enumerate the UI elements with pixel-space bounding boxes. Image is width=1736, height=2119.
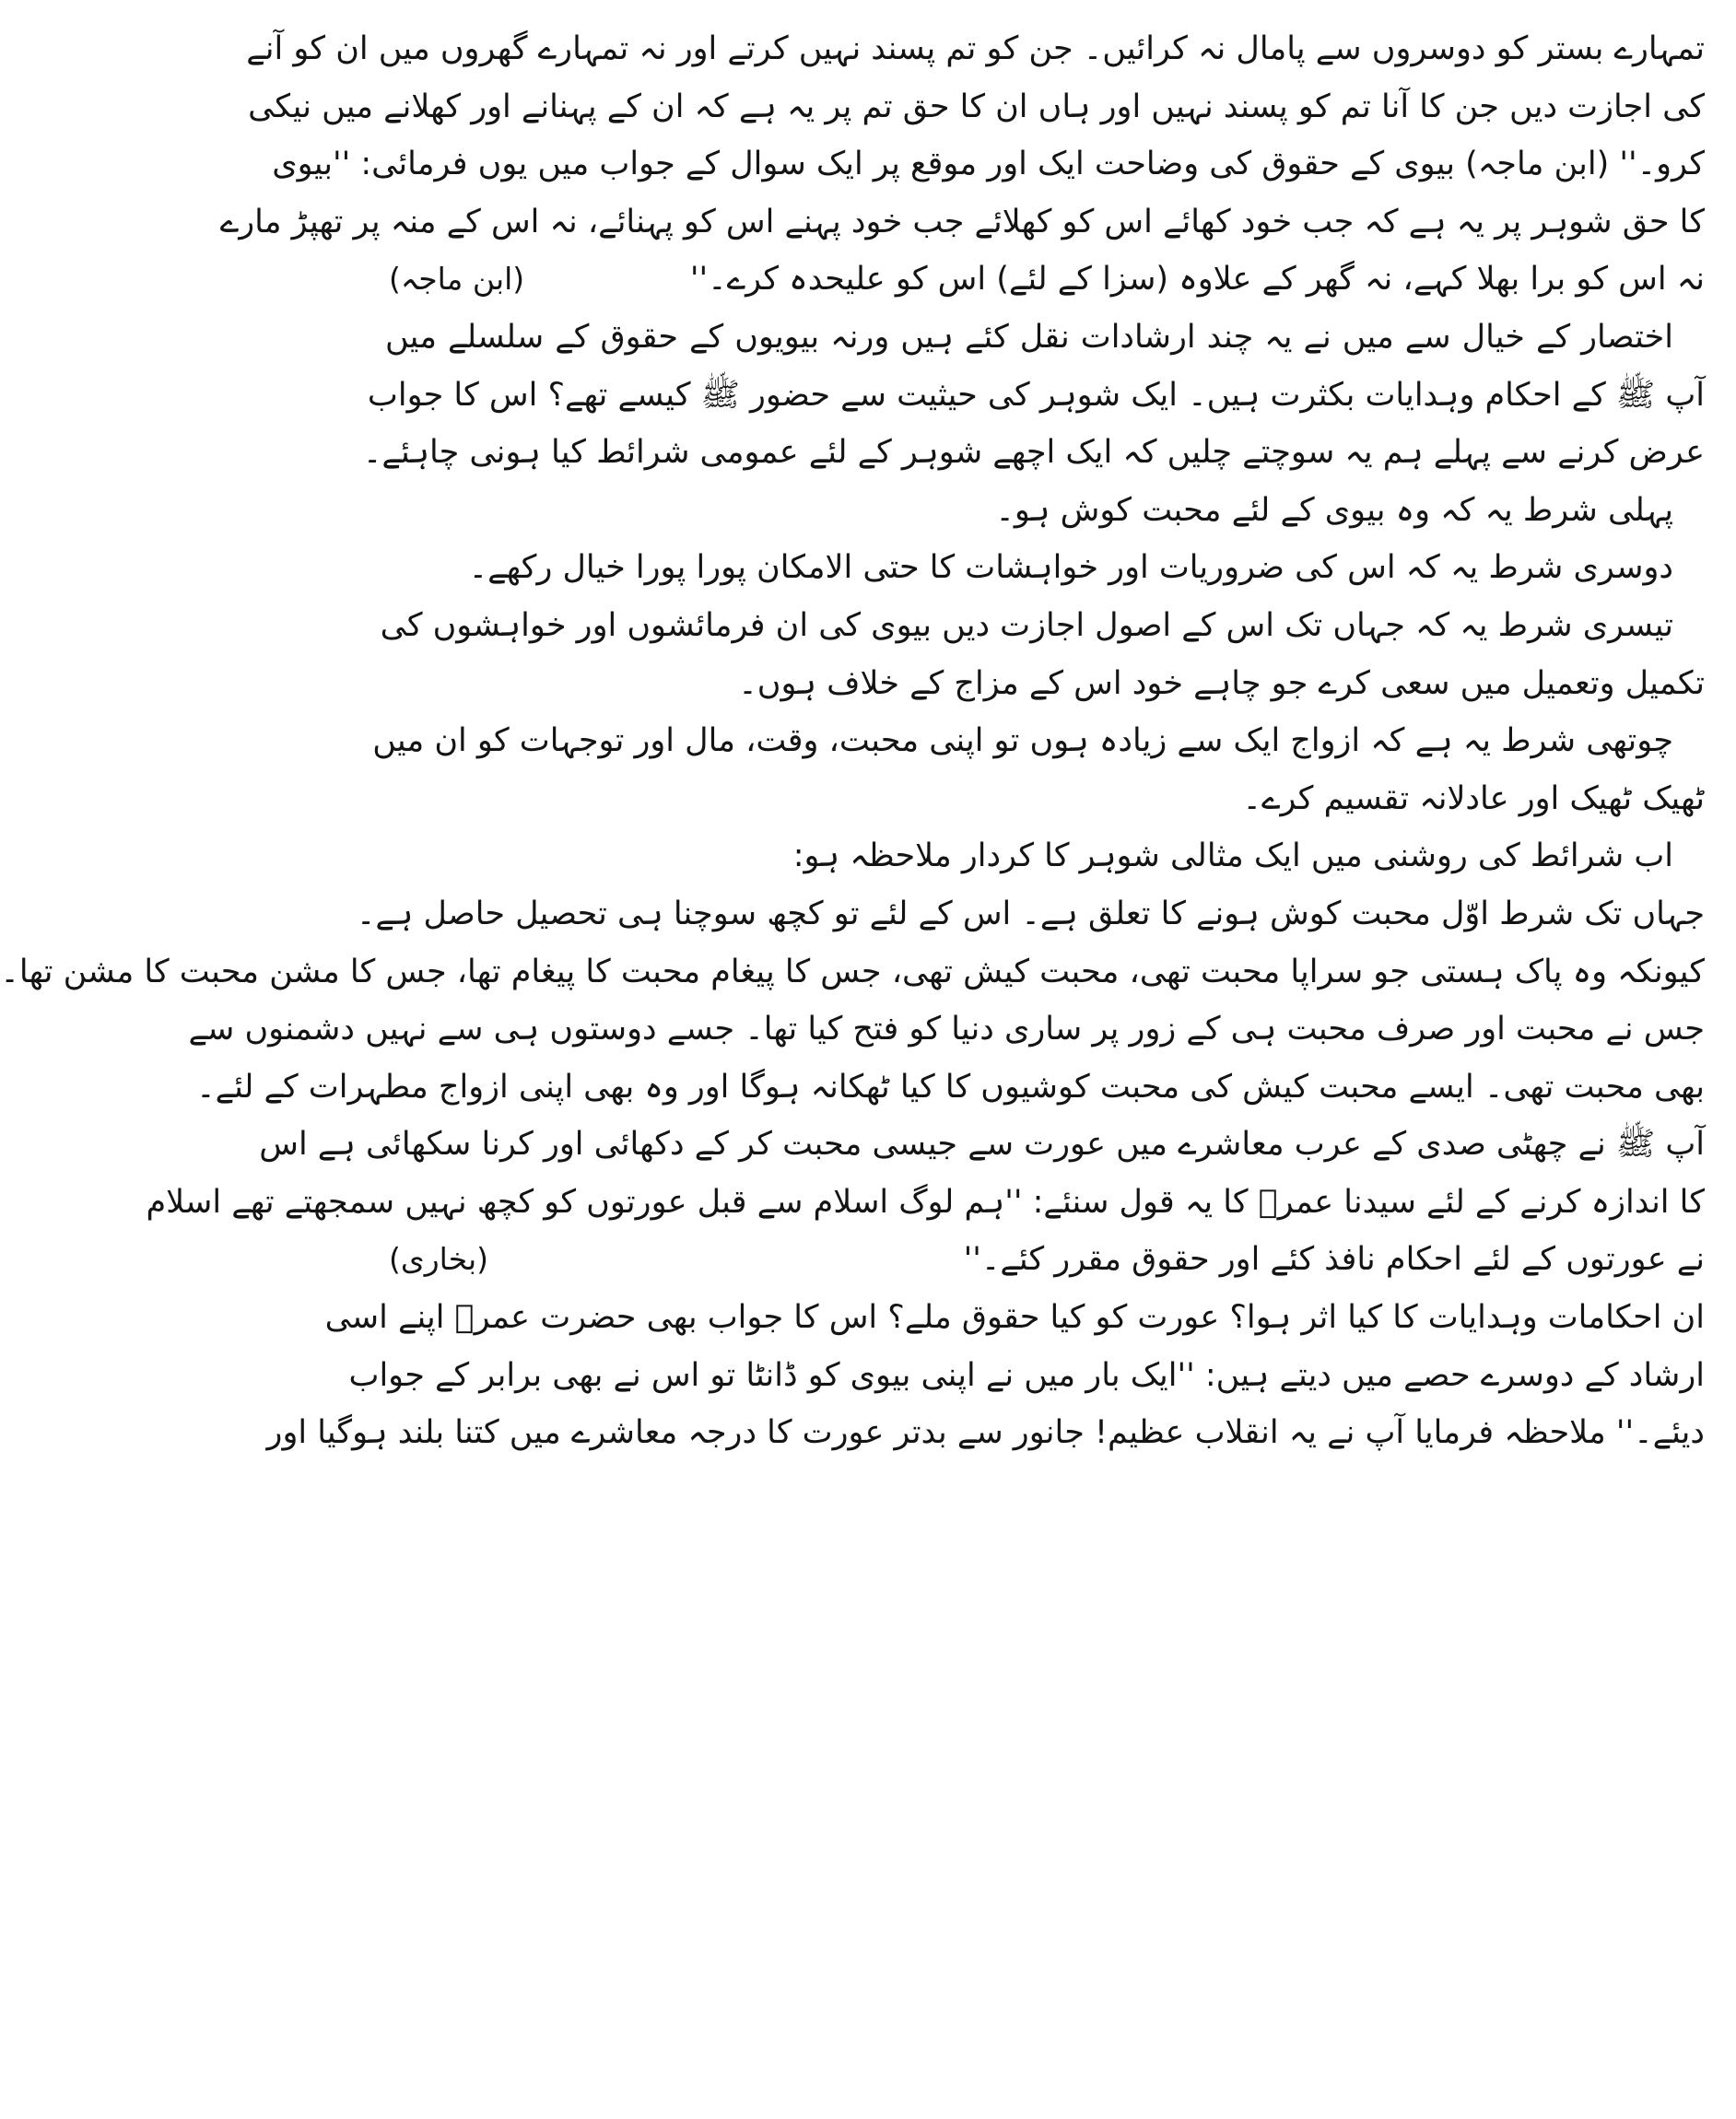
- text-line: [259, 1116, 1705, 1174]
- line-text: دوسری شرط یہ کہ اس کی ضروریات اور خواہشات کا حتی الامکان پورا پورا خیال رکھے۔: [468, 549, 1673, 587]
- line-text: جہاں تک شرط اوّل محبت کوش ہونے کا تعلق ہے۔ اس کے لئے تو کچھ سوچنا ہی تحصیل حاصل ہے۔: [356, 895, 1705, 932]
- line-text: عرض کرنے سے پہلے ہم یہ سوچتے چلیں کہ ایک اچھے شوہر کے لئے عمومی شرائط کیا ہونی چاہئے۔: [362, 434, 1705, 472]
- line-text: دیئے۔'' ملاحظہ فرمایا آپ نے یہ انقلاب عظیم! جانور سے بدتر عورت کا درجہ معاشرے میں کتنا بلند ہوگیا اور: [266, 1414, 1705, 1452]
- line-text: کا حق شوہر پر یہ ہے کہ جب خود کھائے اس کو کھلائے جب خود پہنے اس کو پہنائے، نہ اس کے منہ پر تھپڑ مارے: [219, 203, 1705, 240]
- line-text: ان احکامات وہدایات کا کیا اثر ہوا؟ عورت کو کیا حقوق ملے؟ اس کا جواب بھی حضرت عمرؓ اپنے اسی: [324, 1299, 1705, 1337]
- line-text: ٹھیک ٹھیک اور عادلانہ تقسیم کرے۔: [1242, 779, 1705, 817]
- paragraph-start-line: [372, 712, 1705, 770]
- text-line: [385, 1231, 1705, 1289]
- line-text: نے عورتوں کے لئے احکام نافذ کئے اور حقوق مقرر کئے۔'': [963, 1241, 1705, 1279]
- text-line: [146, 1174, 1705, 1232]
- line-text: کیونکہ وہ پاک ہستی جو سراپا محبت تھی، محبت کیش تھی، جس کا پیغام محبت کا پیغام تھا، جس کا مشن محبت کا مشن تھا۔: [0, 953, 1705, 990]
- text-line: [385, 655, 1705, 713]
- line-text: اختصار کے خیال سے میں نے یہ چند ارشادات نقل کئے ہیں ورنہ بیویوں کے حقوق کے سلسلے میں: [385, 318, 1673, 356]
- text-line: [362, 424, 1705, 482]
- line-text: کا اندازہ کرنے کے لئے سیدنا عمرؓ کا یہ قول سنئے: ''ہم لوگ اسلام سے قبل عورتوں کو کچھ نہیں سمجھتے تھے اسلام: [146, 1183, 1705, 1221]
- text-line: [246, 20, 1705, 78]
- text-line: [385, 251, 1705, 309]
- document-page: [0, 20, 1705, 2101]
- text-line: [356, 885, 1705, 943]
- text-line: [367, 367, 1705, 425]
- line-text: نہ اس کو برا بھلا کہے، نہ گھر کے علاوہ (سزا کے لئے) اس کو علیحدہ کرے۔'': [689, 261, 1705, 299]
- paragraph-start-line: [385, 482, 1705, 540]
- line-text: آپ ﷺ کے احکام وہدایات بکثرت ہیں۔ ایک شوہر کی حیثیت سے حضور ﷺ کیسے تھے؟ اس کا جواب: [367, 376, 1705, 414]
- paragraph-start-line: [385, 309, 1705, 367]
- citation-reference: (ابن ماجہ): [389, 261, 525, 298]
- line-text: پہلی شرط یہ کہ وہ بیوی کے لئے محبت کوش ہو۔: [995, 491, 1673, 529]
- text-line: [266, 1404, 1705, 1462]
- citation-reference: (بخاری): [389, 1241, 489, 1278]
- text-line: [272, 135, 1705, 193]
- paragraph-start-line: [380, 597, 1705, 655]
- text-line: [324, 1289, 1705, 1347]
- text-line: [219, 193, 1705, 252]
- line-text: ارشاد کے دوسرے حصے میں دیتے ہیں: ''ایک بار میں نے اپنی بیوی کو ڈانٹا تو اس نے بھی برابر کے جواب: [348, 1356, 1705, 1394]
- line-text: جس نے محبت اور صرف محبت ہی کے زور پر ساری دنیا کو فتح کیا تھا۔ جسے دوستوں ہی سے نہیں دشمنوں سے: [188, 1011, 1705, 1048]
- line-text: تیسری شرط یہ کہ جہاں تک اس کے اصول اجازت دیں بیوی کی ان فرمائشوں اور خواہشوں کی: [380, 606, 1673, 644]
- line-text: تمہارے بستر کو دوسروں سے پامال نہ کرائیں۔ جن کو تم پسند نہیں کرتے اور نہ تمہارے گھروں میں ان کو آنے: [246, 30, 1705, 67]
- text-line: [248, 78, 1705, 136]
- text-line: [348, 1347, 1705, 1405]
- line-text: کی اجازت دیں جن کا آنا تم کو پسند نہیں اور ہاں ان کا حق تم پر یہ ہے کہ ان کے پہنانے اور کھلانے میں نیکی: [248, 88, 1705, 125]
- text-line: [188, 1001, 1705, 1059]
- text-line: [196, 1059, 1705, 1117]
- line-text: چوتھی شرط یہ ہے کہ ازواج ایک سے زیادہ ہوں تو اپنی محبت، وقت، مال اور توجہات کو ان میں: [372, 722, 1673, 760]
- line-text: آپ ﷺ نے چھٹی صدی کے عرب معاشرے میں عورت سے جیسی محبت کر کے دکھائی اور کرنا سکھائی ہے اس: [259, 1126, 1705, 1164]
- paragraph-start-line: [385, 539, 1705, 597]
- text-line: [385, 770, 1705, 828]
- line-text: اب شرائط کی روشنی میں ایک مثالی شوہر کا کردار ملاحظہ ہو:: [792, 837, 1673, 875]
- paragraph-start-line: [385, 827, 1705, 885]
- line-text: کرو۔'' (ابن ماجہ) بیوی کے حقوق کی وضاحت ایک اور موقع پر ایک سوال کے جواب میں یوں فرمائی: ''بیوی: [272, 146, 1705, 183]
- text-line: [0, 943, 1705, 1001]
- line-text: تکمیل وتعمیل میں سعی کرے جو چاہے خود اس کے مزاج کے خلاف ہوں۔: [738, 664, 1705, 702]
- line-text: بھی محبت تھی۔ ایسے محبت کیش کی محبت کوشیوں کا کیا ٹھکانہ ہوگا اور وہ بھی اپنی ازواج مطہرات کے لئے۔: [196, 1068, 1705, 1106]
